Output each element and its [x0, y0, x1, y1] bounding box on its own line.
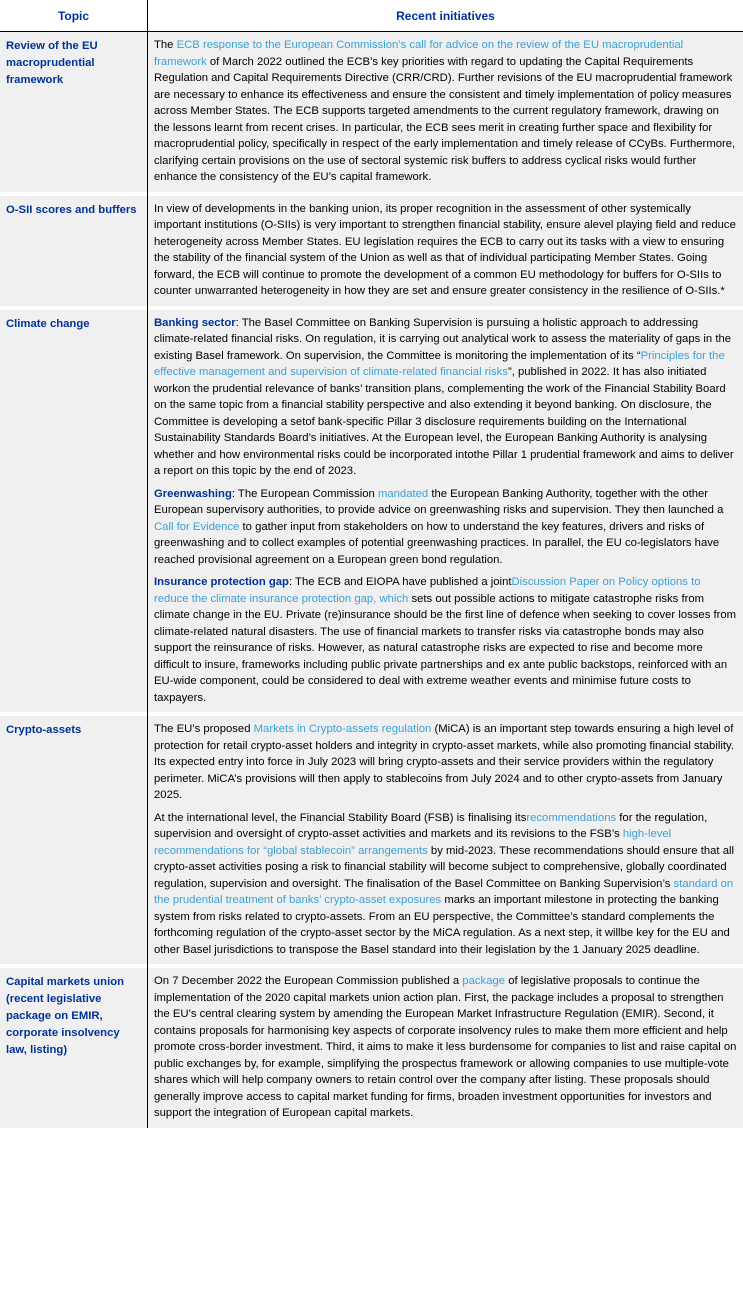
text: by mid-2023. These recommendations should ensure that all crypto-asset activities posing a risk to financial stability will become subject to comprehensive, globally coordinated regulation, supervision and oversight. The finalisation of the Basel Committee on Banking Supervision’s: [154, 844, 735, 890]
table-row: [0, 716, 743, 964]
link-recommendations[interactable]: recommendations: [526, 811, 617, 824]
initiative-cell: [148, 32, 743, 192]
header-initiatives: Recent initiatives: [148, 0, 743, 32]
table-row: [0, 32, 743, 192]
paragraph: [154, 315, 737, 480]
text: On 7 December 2022 the European Commission published a: [154, 975, 463, 987]
paragraph: In view of developments in the banking union, its proper recognition in the assessment of other systemically important institutions (O-SIIs) is very important to strengthen financial stability, ensure alevel playing field and reduce heterogeneity across Member States. EU legislation requires the ECB to carry out its tasks with a view to ensuring the stability of the financial system of the Union as well as that of individual participating Member States. Going forward, the ECB will continue to promote the development of a common EU methodology for buffers for O-SIIs to counter unwarranted heterogeneity in how they are set and ensure greater consistency in the resilience of O-SIIs.*: [154, 202, 736, 297]
table-row: [0, 310, 743, 713]
paragraph: [154, 810, 737, 959]
table-row: [0, 196, 743, 306]
subheading-insurance-gap: Insurance protection gap: [154, 576, 289, 588]
link-prudential-standard[interactable]: standard on the prudential treatment of banks’ crypto-asset exposures: [154, 877, 734, 906]
text: (MiCA) is an important step towards ensuring a high level of protection for retail crypto-asset holders and integrity in crypto-asset markets, while also promoting financial stability. Its expected entry into force in July 2023 will bring crypto-assets and their service providers within the regulatory perimeter. MiCA’s provisions will then apply to stablecoins from July 2024 and to other crypto-assets from January 2025.: [154, 723, 734, 801]
text: : The Basel Committee on Banking Supervision is pursuing a holistic approach to addressing climate-related financial risks. On regulation, it is carrying out analytical work to assess the materiality of gaps in the existing Basel framework. On supervision, the Committee is monitoring the implementation of its “: [154, 316, 732, 362]
text: : The ECB and EIOPA have published a joint: [288, 576, 512, 588]
link-mica[interactable]: Markets in Crypto-assets regulation: [253, 723, 432, 735]
subheading-greenwashing: Greenwashing: [154, 487, 232, 500]
topic-cell: Review of the EU macroprudential framework: [0, 32, 148, 192]
text: for the regulation, supervision and oversight of crypto-asset activities and markets and its revisions to the FSB’s: [154, 811, 708, 840]
link-discussion-paper[interactable]: Discussion Paper on Policy options to reduce the climate insurance protection gap, which: [154, 576, 701, 605]
initiative-cell: [148, 310, 743, 713]
topic-cell: Capital markets union (recent legislative package on EMIR, corporate insolvency law, listing): [0, 968, 148, 1128]
text: of legislative proposals to continue the implementation of the 2020 capital markets union action plan. First, the package includes a proposal to strengthen the EU’s central clearing system by amending the European Market Infrastructure Regulation (EMIR). Second, it contains proposals for harmonising key aspects of corporate insolvency rules to make them more efficient and help promote cross-border investment. Third, it aims to make it less burdensome for companies to list and raise capital on public exchanges by, for example, simplifying the prospectus framework or allowing companies to use multiple-vote shares which will help company owners to retain control over the company after listing. These proposals should generally improve access to capital market funding for firms, broaden investment opportunities for investors and support the integration of European capital markets.: [154, 975, 737, 1119]
text: marks an important milestone in protecting the banking system from risks related to crypto-assets. From an EU perspective, the Committee’s standard complements the forthcoming regulation of the crypto-asset sector by the MiCA regulation. As a next step, it willbe key for the EU and other Basel jurisdictions to transpose the Basel standard into their legislation by the 1 January 2025 deadline.: [154, 894, 730, 956]
header-row: [0, 0, 743, 32]
link-package[interactable]: package: [462, 975, 506, 987]
link-ecb-response[interactable]: ECB response to the European Commission’s call for advice on the review of the EU macroprudential framework: [154, 39, 684, 68]
initiative-cell: [148, 716, 743, 964]
text: ”, published in 2022. It has also initiated workon the prudential relevance of banks’ transition plans, complementing the work of the Financial Stability Board on the same topic from a financial stability perspective and also extending it beyond banking. On disclosure, the Committee is developing a setof bank-specific Pillar 3 disclosure requirements building on the International Sustainability Standards Board’s initiatives. At the European level, the European Banking Authority is analysing whether and how environmental risks could be incorporated intothe Pillar 1 prudential framework and aims to deliver a report on this topic by the end of 2023.: [154, 366, 734, 477]
text: sets out possible actions to mitigate catastrophe risks from climate change in the EU. Private (re)insurance should be the first line of defence when seeking to cover losses from climate-related natural disasters. The use of financial markets to transfer risks via catastrophe bonds may also support the reinsurance of risks. However, as natural catastrophe risks are expected to rise and become more difficult to insure, frameworks including public private partnerships and ex ante public backstops, reinforced with an EU-wide component, could be considered to deal with extreme weather events and minimise future costs to taxpayers.: [154, 592, 737, 704]
table-row: [0, 968, 743, 1128]
paragraph: [154, 37, 737, 186]
paragraph: [154, 486, 737, 569]
text: of March 2022 outlined the ECB’s key priorities with regard to updating the Capital Requirements Regulation and Capital Requirements Directive (CRR/CRD). Further revisions of the EU macroprudential framework are necessary to enhance its effectiveness and ensure the consistent and timely implementation of policy measures across Member States. The ECB supports targeted amendments to the current regulatory framework, drawing on the lessons learnt from recent crises. In particular, the ECB sees merit in creating further space and flexibility for macroprudential policy, specifically in respect of the early implementation and timely release of CCyBs. Furthermore, clarifying certain provisions on the use of sectoral systemic risk buffers to address cyclical risks would further enhance the consistency of the EU’s capital framework.: [154, 55, 736, 183]
paragraph: [154, 973, 737, 1122]
text: At the international level, the Financial Stability Board (FSB) is finalising its: [154, 811, 527, 824]
text: the European Banking Authority, together with the other European supervisory authorities, to provide advice on greenwashing risks and supervision. They then launched a: [154, 487, 724, 516]
initiative-cell: [148, 196, 743, 306]
paragraph: [154, 574, 737, 706]
text: : The European Commission: [231, 487, 378, 500]
topic-cell: O-SII scores and buffers: [0, 196, 148, 306]
paragraph: [154, 721, 737, 804]
topic-cell: Climate change: [0, 310, 148, 713]
text: The EU’s proposed: [154, 723, 254, 735]
link-principles-climate-risks[interactable]: Principles for the effective management and supervision of climate-related financial risks: [154, 349, 725, 378]
text: The: [154, 39, 177, 51]
text: to gather input from stakeholders on how to understand the key features, drivers and risks of greenwashing and to collect examples of potential greenwashing practices. In parallel, the EU co-legislators have reached provisional agreement on a European green bond regulation.: [154, 520, 720, 566]
initiative-cell: [148, 968, 743, 1128]
link-stablecoin-recommendations[interactable]: high-level recommendations for “global stablecoin” arrangements: [154, 828, 672, 857]
link-mandated[interactable]: mandated: [377, 487, 429, 500]
topic-cell: Crypto-assets: [0, 716, 148, 964]
header-topic: Topic: [0, 0, 148, 32]
subheading-banking-sector: Banking sector: [154, 316, 236, 329]
link-call-for-evidence[interactable]: Call for Evidence: [154, 520, 240, 533]
